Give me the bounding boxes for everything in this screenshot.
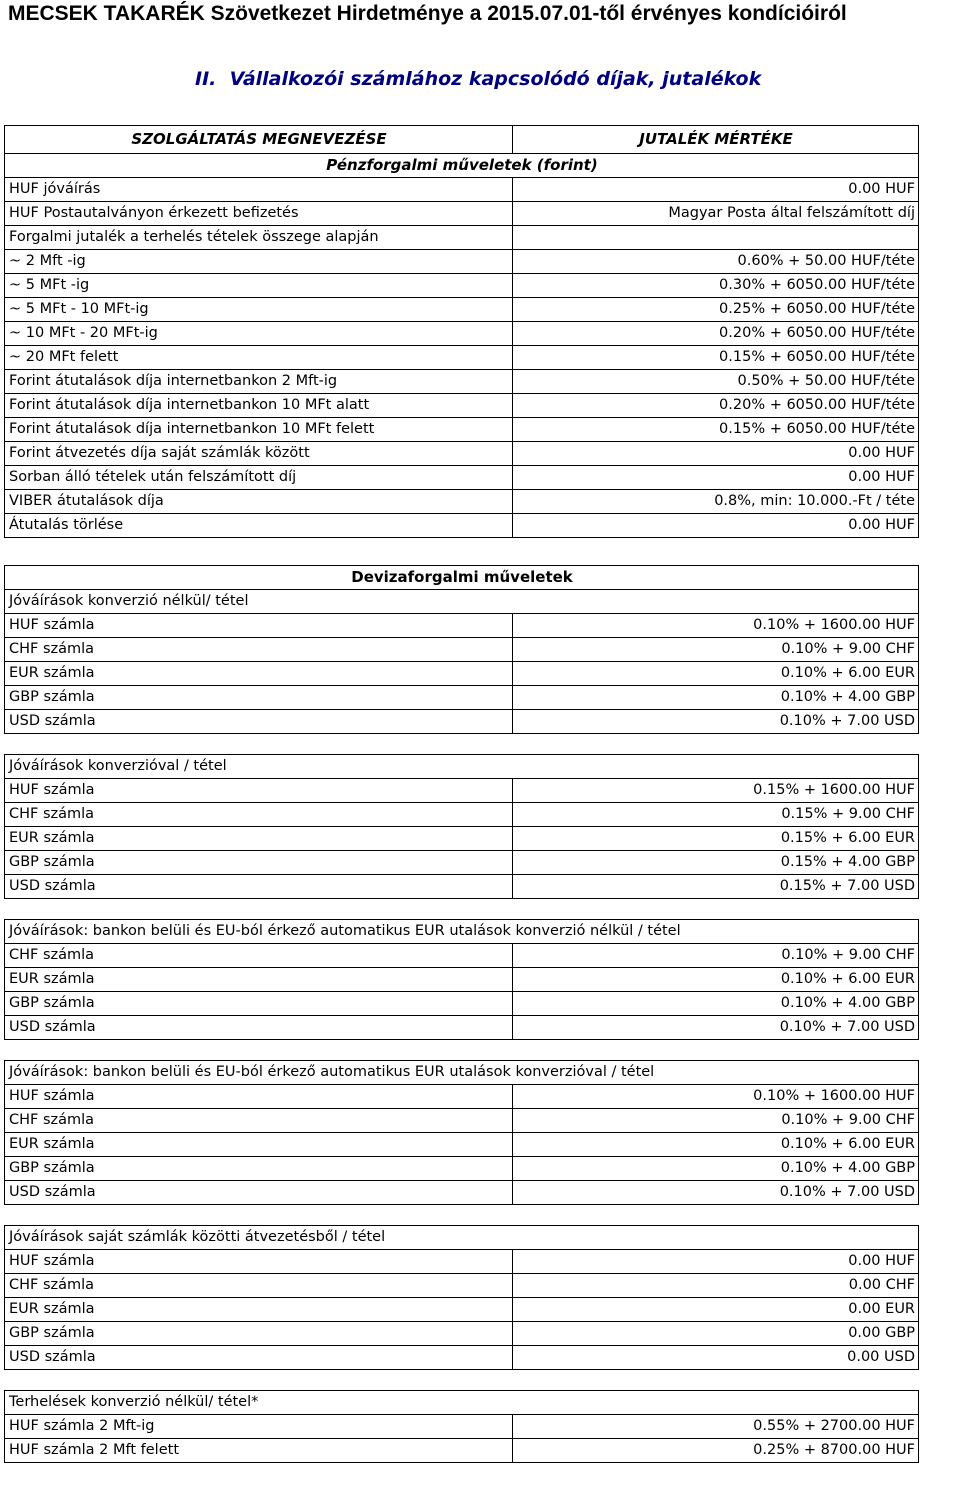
section-title	[195, 68, 761, 90]
table-row	[5, 1181, 919, 1205]
row-label: GBP számla	[5, 992, 513, 1016]
table-row	[5, 1133, 919, 1157]
row-label: EUR számla	[5, 662, 513, 686]
row-label: ~ 10 MFt - 20 MFt-ig	[5, 322, 513, 346]
row-value: 0.00 GBP	[513, 1322, 919, 1346]
row-value: Magyar Posta által felszámított díj	[513, 202, 919, 226]
row-value: 0.15% + 9.00 CHF	[513, 803, 919, 827]
row-label: USD számla	[5, 875, 513, 899]
row-label: EUR számla	[5, 1133, 513, 1157]
group-title-row	[5, 1391, 919, 1415]
table-row	[5, 1298, 919, 1322]
row-value: 0.10% + 6.00 EUR	[513, 1133, 919, 1157]
table-row	[5, 1415, 919, 1439]
row-value: 0.00 HUF	[513, 178, 919, 202]
row-label: CHF számla	[5, 803, 513, 827]
row-value: 0.60% + 50.00 HUF/téte	[513, 250, 919, 274]
table-row	[5, 944, 919, 968]
row-label: Átutalás törlése	[5, 514, 513, 538]
section-number: II.	[195, 68, 217, 90]
spacer-row	[5, 1370, 919, 1391]
table-row	[5, 226, 919, 250]
row-label: Sorban álló tételek után felszámított díj	[5, 466, 513, 490]
table-row	[5, 514, 919, 538]
spacer	[5, 1205, 919, 1226]
row-value: 0.10% + 1600.00 HUF	[513, 1085, 919, 1109]
row-value: 0.00 HUF	[513, 442, 919, 466]
table-row	[5, 614, 919, 638]
group-title-row	[5, 1226, 919, 1250]
group-title-row	[5, 755, 919, 779]
table-row	[5, 1346, 919, 1370]
section-name: Vállalkozói számlához kapcsolódó díjak, jutalékok	[229, 68, 762, 90]
table-row	[5, 322, 919, 346]
row-label: Forgalmi jutalék a terhelés tételek összege alapján	[5, 226, 513, 250]
row-label: HUF Postautalványon érkezett befizetés	[5, 202, 513, 226]
row-label: HUF számla	[5, 779, 513, 803]
row-value: 0.10% + 9.00 CHF	[513, 944, 919, 968]
table-row	[5, 370, 919, 394]
row-label: HUF jóváírás	[5, 178, 513, 202]
row-value: 0.15% + 7.00 USD	[513, 875, 919, 899]
row-label: USD számla	[5, 1346, 513, 1370]
group-title: Jóváírások: bankon belüli és EU-ból érkező automatikus EUR utalások konverzió nélkül / tétel	[5, 920, 919, 944]
row-value: 0.00 HUF	[513, 466, 919, 490]
row-label: CHF számla	[5, 638, 513, 662]
table-row	[5, 779, 919, 803]
group-title-row	[5, 920, 919, 944]
row-value: 0.00 HUF	[513, 514, 919, 538]
group-title: Jóváírások konverzióval / tétel	[5, 755, 919, 779]
row-label: HUF számla	[5, 1085, 513, 1109]
row-value: 0.25% + 6050.00 HUF/téte	[513, 298, 919, 322]
row-label: CHF számla	[5, 1109, 513, 1133]
table-row	[5, 298, 919, 322]
row-label: HUF számla	[5, 614, 513, 638]
row-value: 0.10% + 7.00 USD	[513, 1181, 919, 1205]
row-label: GBP számla	[5, 686, 513, 710]
row-label: VIBER átutalások díja	[5, 490, 513, 514]
row-label: HUF számla	[5, 1250, 513, 1274]
table-row	[5, 274, 919, 298]
table-row	[5, 638, 919, 662]
row-label: EUR számla	[5, 1298, 513, 1322]
document-title: MECSEK TAKARÉK Szövetkezet Hirdetménye a 2015.07.01-től érvényes kondícióiról	[8, 2, 847, 25]
spacer-row	[5, 1040, 919, 1061]
row-value: 0.00 USD	[513, 1346, 919, 1370]
table-row	[5, 346, 919, 370]
group-title: Terhelések konverzió nélkül/ tétel*	[5, 1391, 919, 1415]
spacer	[5, 1040, 919, 1061]
group-title-row	[5, 590, 919, 614]
row-value: 0.00 EUR	[513, 1298, 919, 1322]
group-title: Jóváírások: bankon belüli és EU-ból érkező automatikus EUR utalások konverzióval / tétel	[5, 1061, 919, 1085]
row-value: 0.55% + 2700.00 HUF	[513, 1415, 919, 1439]
row-value: 0.10% + 4.00 GBP	[513, 992, 919, 1016]
table-row	[5, 394, 919, 418]
row-label: Forint átvezetés díja saját számlák között	[5, 442, 513, 466]
table-row	[5, 1274, 919, 1298]
table-row	[5, 202, 919, 226]
row-value: 0.30% + 6050.00 HUF/téte	[513, 274, 919, 298]
row-label: Forint átutalások díja internetbankon 10 MFt alatt	[5, 394, 513, 418]
table-row	[5, 662, 919, 686]
row-label: Forint átutalások díja internetbankon 2 Mft-ig	[5, 370, 513, 394]
row-label: ~ 5 MFt -ig	[5, 274, 513, 298]
group-title: Jóváírások saját számlák közötti átvezetésből / tétel	[5, 1226, 919, 1250]
row-label: USD számla	[5, 1016, 513, 1040]
row-label: EUR számla	[5, 827, 513, 851]
row-value: 0.10% + 6.00 EUR	[513, 662, 919, 686]
table-row	[5, 968, 919, 992]
forint-subtitle: Pénzforgalmi műveletek (forint)	[5, 154, 919, 178]
header-fee-amount: JUTALÉK MÉRTÉKE	[513, 126, 919, 154]
row-value: 0.8%, min: 10.000.-Ft / téte	[513, 490, 919, 514]
row-value: 0.10% + 4.00 GBP	[513, 686, 919, 710]
row-value: 0.25% + 8700.00 HUF	[513, 1439, 919, 1463]
table-row	[5, 178, 919, 202]
table-row	[5, 851, 919, 875]
row-label: GBP számla	[5, 851, 513, 875]
subtitle-row	[5, 154, 919, 178]
table-row	[5, 875, 919, 899]
fx-fee-table	[4, 565, 919, 1463]
row-label: ~ 2 Mft -ig	[5, 250, 513, 274]
spacer-row	[5, 899, 919, 920]
row-label: USD számla	[5, 710, 513, 734]
table-row	[5, 1439, 919, 1463]
table-row	[5, 803, 919, 827]
row-value: 0.10% + 9.00 CHF	[513, 1109, 919, 1133]
table-row	[5, 1085, 919, 1109]
row-value: 0.00 CHF	[513, 1274, 919, 1298]
row-value: 0.15% + 4.00 GBP	[513, 851, 919, 875]
row-label: GBP számla	[5, 1322, 513, 1346]
table-row	[5, 710, 919, 734]
row-label: ~ 20 MFt felett	[5, 346, 513, 370]
row-value: 0.15% + 1600.00 HUF	[513, 779, 919, 803]
group-title: Jóváírások konverzió nélkül/ tétel	[5, 590, 919, 614]
row-label: Forint átutalások díja internetbankon 10 MFt felett	[5, 418, 513, 442]
row-value: 0.15% + 6050.00 HUF/téte	[513, 418, 919, 442]
table-row	[5, 992, 919, 1016]
row-value: 0.10% + 7.00 USD	[513, 710, 919, 734]
row-label: ~ 5 MFt - 10 MFt-ig	[5, 298, 513, 322]
row-value: 0.00 HUF	[513, 1250, 919, 1274]
header-row	[5, 126, 919, 154]
row-value: 0.10% + 7.00 USD	[513, 1016, 919, 1040]
row-label: USD számla	[5, 1181, 513, 1205]
spacer	[5, 734, 919, 755]
row-value: 0.50% + 50.00 HUF/téte	[513, 370, 919, 394]
table-row	[5, 686, 919, 710]
forint-fee-table	[4, 125, 919, 538]
subtitle-row	[5, 566, 919, 590]
spacer-row	[5, 734, 919, 755]
row-label: HUF számla 2 Mft-ig	[5, 1415, 513, 1439]
spacer	[5, 899, 919, 920]
row-value: 0.15% + 6.00 EUR	[513, 827, 919, 851]
spacer-row	[5, 1205, 919, 1226]
group-title-row	[5, 1061, 919, 1085]
row-label: CHF számla	[5, 944, 513, 968]
row-label: CHF számla	[5, 1274, 513, 1298]
row-value: 0.20% + 6050.00 HUF/téte	[513, 394, 919, 418]
row-value: 0.10% + 6.00 EUR	[513, 968, 919, 992]
row-value: 0.20% + 6050.00 HUF/téte	[513, 322, 919, 346]
row-value	[513, 226, 919, 250]
table-row	[5, 418, 919, 442]
table-row	[5, 1250, 919, 1274]
row-label: EUR számla	[5, 968, 513, 992]
row-label: HUF számla 2 Mft felett	[5, 1439, 513, 1463]
table-row	[5, 1157, 919, 1181]
spacer	[5, 1370, 919, 1391]
row-value: 0.10% + 9.00 CHF	[513, 638, 919, 662]
header-service-name: SZOLGÁLTATÁS MEGNEVEZÉSE	[5, 126, 513, 154]
table-row	[5, 1016, 919, 1040]
row-value: 0.10% + 4.00 GBP	[513, 1157, 919, 1181]
table-row	[5, 250, 919, 274]
table-row	[5, 1109, 919, 1133]
table-row	[5, 442, 919, 466]
table-row	[5, 1322, 919, 1346]
row-label: GBP számla	[5, 1157, 513, 1181]
table-row	[5, 466, 919, 490]
table-row	[5, 827, 919, 851]
table-row	[5, 490, 919, 514]
fx-subtitle: Devizaforgalmi műveletek	[5, 566, 919, 590]
row-value: 0.10% + 1600.00 HUF	[513, 614, 919, 638]
row-value: 0.15% + 6050.00 HUF/téte	[513, 346, 919, 370]
